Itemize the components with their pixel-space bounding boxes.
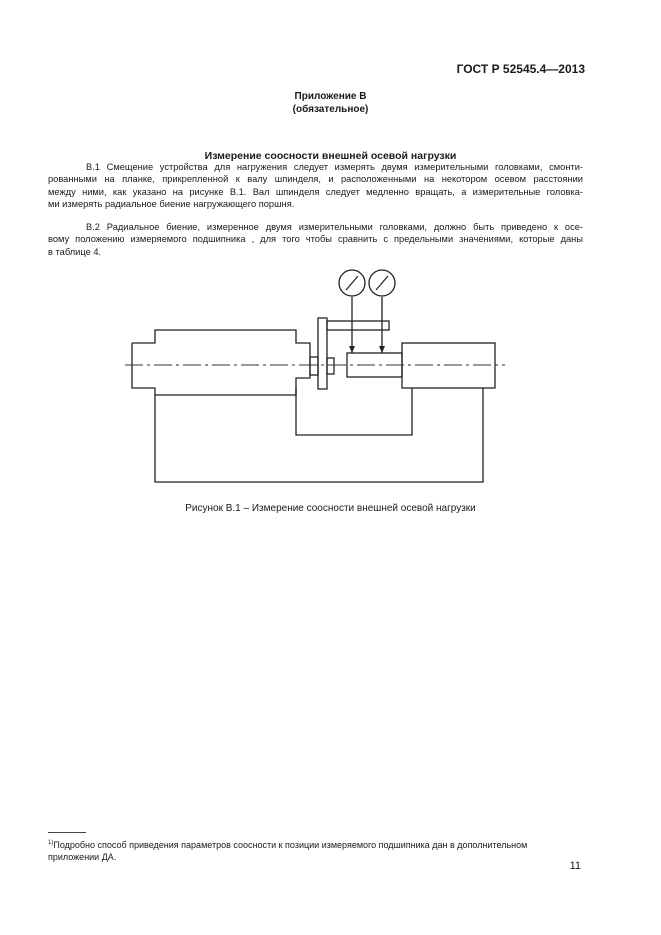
paragraph-line: В.2 Радиальное биение, измеренное двумя измерительными головками, должно быть приведено к осе-: [86, 222, 583, 232]
figure-caption: Рисунок В.1 – Измерение соосности внешней осевой нагрузки: [185, 503, 476, 514]
appendix-title: Приложение В: [294, 91, 367, 102]
paragraph-line: в таблице 4.: [48, 246, 102, 257]
inner-support: [296, 388, 412, 435]
face-plate: [318, 318, 327, 389]
footnote-line: [48, 837, 583, 851]
paragraph-line: рованными на планке, прикрепленной к валу шпинделя, и расположенными на некотором осевом расстоянии: [48, 174, 583, 185]
footnote-line: приложении ДА.: [48, 852, 117, 862]
footnote: [48, 837, 583, 863]
appendix-status: (обязательное): [292, 104, 369, 115]
gauge-1-needle: [346, 276, 358, 290]
standard-header: ГОСТ Р 52545.4—2013: [456, 62, 585, 76]
page-number: 11: [569, 860, 581, 872]
paragraph-line: между ними, как указано на рисунке В.1. Вал шпинделя следует медленно вращать, а измерительные головка-: [48, 186, 583, 197]
spindle-nose: [310, 357, 318, 375]
footnote-separator: [48, 832, 86, 833]
measuring-bar: [327, 321, 389, 330]
footnote-text: Подробно способ приведения параметров соосности к позиции измеряемого подшипника дан в дополнительном: [53, 840, 528, 850]
spindle-nut: [327, 358, 334, 374]
spindle-housing: [132, 330, 310, 395]
gauge-1-arrowhead: [349, 346, 355, 353]
footnote-marker: 1): [48, 840, 54, 846]
paragraph-line: вому положению измеряемого подшипника , для того чтобы сравнить с предельными значениями, которые даны: [48, 234, 583, 245]
section-title: Измерение соосности внешней осевой нагрузки: [204, 150, 457, 162]
gauge-2-needle: [376, 276, 388, 290]
paragraph-line: ми измерять радиальное биение нагружающего поршня.: [48, 199, 295, 210]
gauge-2-arrowhead: [379, 346, 385, 353]
paragraph-line: В.1 Смещение устройства для нагружения следует измерять двумя измерительными головками, смонти-: [86, 162, 583, 172]
